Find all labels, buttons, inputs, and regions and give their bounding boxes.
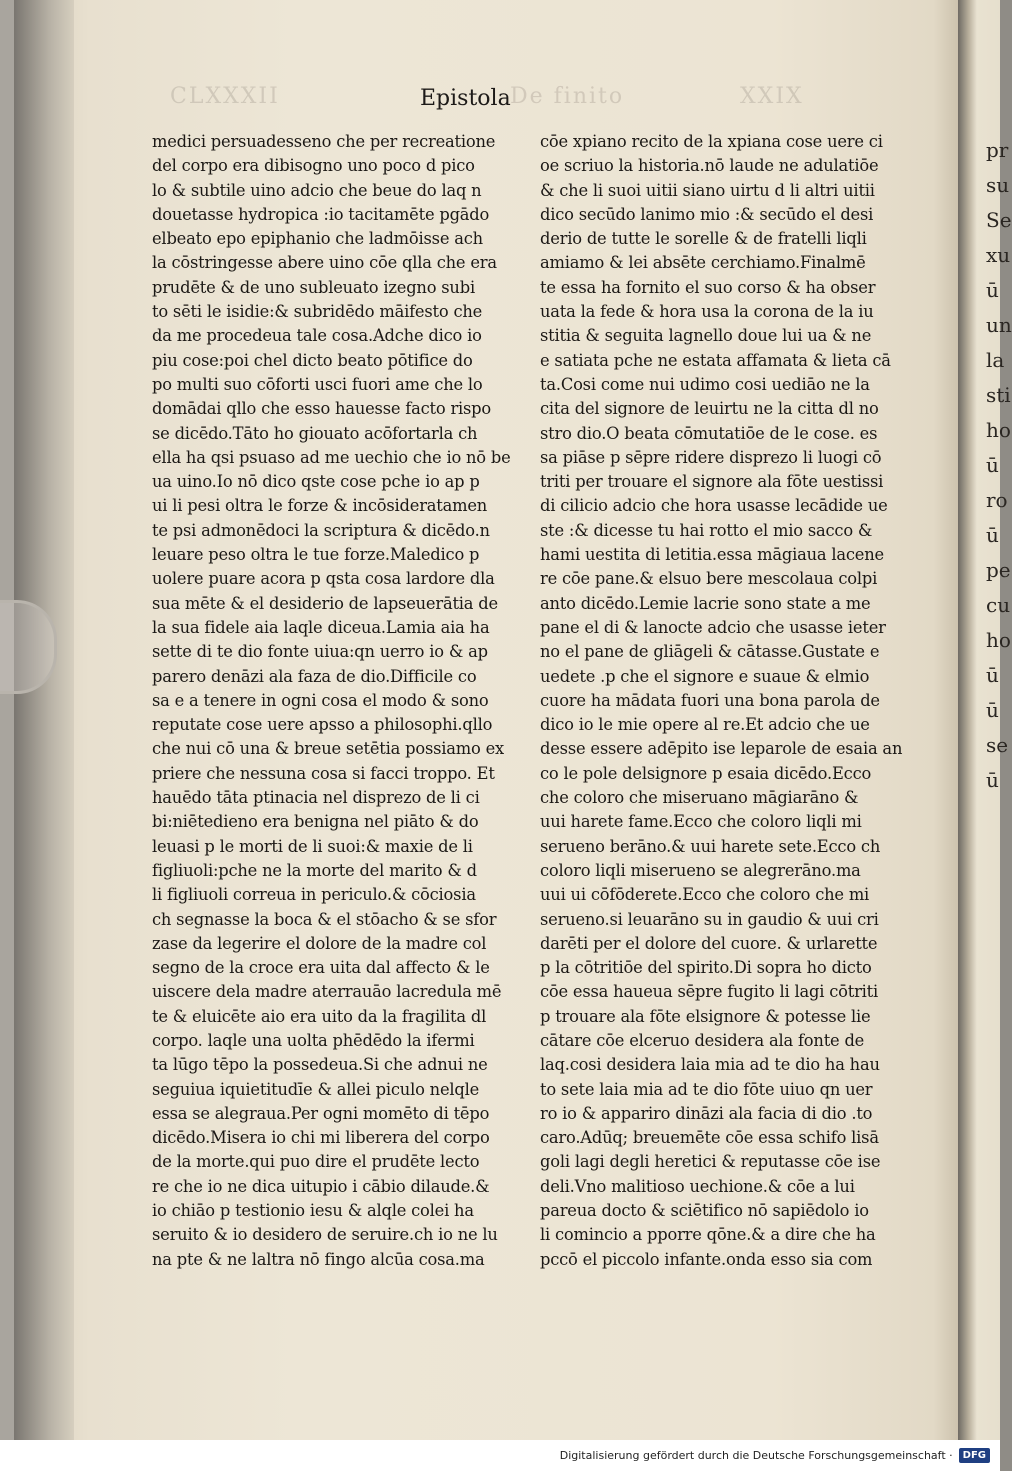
text-line: ro io & appariro dināzi ala facia di dio .to [540,1103,873,1123]
text-line: lo & subtile uino adcio che beue do laq n [152,180,482,200]
text-line: li figliuoli correua in periculo.& cōciosia [152,885,476,905]
right-text-column [540,130,903,1272]
text-line: corpo. laqle una uolta phēdēdo la ifermi [152,1030,475,1050]
facing-page-fragment: pe [986,558,1011,582]
text-line: ste :& dicesse tu hai rotto el mio sacco & [540,520,873,540]
text-line: elbeato epo epiphanio che ladmōisse ach [152,229,483,249]
text-line: domādai qllo che esso hauesse facto rispo [152,399,492,419]
binding-shadow [14,0,74,1440]
text-line: ta.Cosi come nui udimo cosi uediāo ne la [540,374,870,394]
text-line: essa se alegraua.Per ogni momēto di tēpo [152,1103,490,1123]
text-line: & che li suoi uitii siano uirtu d li altri uitii [540,180,875,200]
text-line: serueno berāno.& uui harete sete.Ecco ch [540,836,881,856]
text-line: serueno.si leuarāno su in gaudio & uui cri [540,909,879,929]
text-line: triti per trouare el signore ala fōte uestissi [540,472,884,492]
text-line: darēti per el dolore del cuore. & urlarette [540,933,878,953]
text-line: te essa ha fornito el suo corso & ha obser [540,277,876,297]
text-line: na pte & ne laltra nō fingo alcūa cosa.ma [152,1249,485,1269]
text-line: stro dio.O beata cōmutatiōe de le cose. es [540,423,878,443]
facing-page-fragment: xu [986,243,1011,267]
text-line: io chiāo p testionio iesu & alqle colei ha [152,1201,474,1221]
text-line: segno de la croce era uita dal affecto & le [152,958,490,978]
text-line: priere che nessuna cosa si facci troppo. Et [152,763,495,783]
text-line: sa e a tenere in ogni cosa el modo & sono [152,690,489,710]
text-line: ui li pesi oltra le forze & incōsideratamen [152,496,488,516]
facing-page-fragment: ū [986,698,999,722]
text-line: leuasi p le morti de li suoi:& maxie de li [152,836,473,856]
bleed-through-number: XXIX [740,84,804,109]
text-line: sa piāse p sēpre ridere disprezo li luogi cō [540,447,882,467]
text-line: re cōe pane.& elsuo bere mescolaua colpi [540,569,878,589]
facing-page-fragment: cu [986,593,1011,617]
text-line: dico io le mie opere al re.Et adcio che ue [540,715,870,735]
text-line: pareua docto & sciētifico nō sapiēdolo io [540,1201,869,1221]
text-line: cita del signore de leuirtu ne la citta dl no [540,399,879,419]
text-line: derio de tutte le sorelle & de fratelli liqli [540,229,867,249]
text-line: no el pane de gliāgeli & cātasse.Gustate e [540,642,880,662]
text-line: co le pole delsignore p esaia dicēdo.Ecco [540,763,872,783]
text-line: reputate cose uere apsso a philosophi.qllo [152,715,493,735]
bleed-through-folio: CLXXXII [170,84,280,109]
text-line: che nui cō una & breue setētia possiamo ex [152,739,505,759]
text-line: di cilicio adcio che hora usasse lecādide ue [540,496,888,516]
text-line: pane el di & lanocte adcio che usasse ieter [540,617,886,637]
text-line: sette di te dio fonte uiua:qn uerro io & ap [152,642,488,662]
text-line: te psi admonēdoci la scriptura & dicēdo.n [152,520,490,540]
text-line: uedete .p che el signore e suaue & elmio [540,666,870,686]
text-line: oe scriuo la historia.nō laude ne adulatiōe [540,156,879,176]
text-line: anto dicēdo.Lemie lacrie sono state a me [540,593,871,613]
text-line: uui ui cōfōderete.Ecco che coloro che mi [540,885,870,905]
text-line: po multi suo cōforti usci fuori ame che lo [152,374,483,394]
text-line: figliuoli:pche ne la morte del marito & d [152,860,477,880]
facing-page-fragment: se [986,733,1009,757]
text-line: hauēdo tāta ptinacia nel disprezo de li ci [152,788,480,808]
text-line: piu cose:poi chel dicto beato pōtifice do [152,350,473,370]
text-line: to sēti le isidie:& subridēdo māifesto che [152,302,483,322]
text-line: la cōstringesse abere uino cōe qlla che era [152,253,497,273]
text-line: desse essere adēpito ise leparole de esaia an [540,739,903,759]
text-line: re che io ne dica uitupio i cābio dilaude.& [152,1176,490,1196]
text-line: amiamo & lei absēte cerchiamo.Finalmē [540,253,866,273]
text-line: che coloro che miseruano māgiarāno & [540,788,859,808]
facing-page-edge [958,0,1012,1440]
running-head: Epistola [420,86,511,111]
text-line: prudēte & de uno subleuato izegno subi [152,277,475,297]
text-line: zase da legerire el dolore de la madre col [152,933,487,953]
facing-page-fragment: ho [986,418,1011,442]
facing-page-fragment: Se [986,208,1012,232]
text-line: medici persuadesseno che per recreatione [152,132,496,151]
text-line: p la cōtritiōe del spirito.Di sopra ho dicto [540,958,872,978]
text-line: laq.cosi desidera laia mia ad te dio ha hau [540,1055,880,1075]
text-line: te & eluicēte aio era uito da la fragilita dl [152,1006,487,1026]
text-line: seguiua iquietitudīe & allei piculo nelqle [152,1079,480,1099]
text-line: parero denāzi ala faza de dio.Difficile co [152,666,477,686]
footer-credit: Digitalisierung gefördert durch die Deutsche Forschungsgemeinschaft · [559,1449,953,1462]
text-line: pccō el piccolo infante.onda esso sia com [540,1249,873,1269]
facing-page-fragment: la [986,348,1005,372]
text-line: ch segnasse la boca & el stōacho & se sfor [152,909,497,929]
text-line: ta lūgo tēpo la possedeua.Si che adnui ne [152,1055,488,1075]
text-line: to sete laia mia ad te dio fōte uiuo qn uer [540,1079,873,1099]
text-line: cōe xpiano recito de la xpiana cose uere ci [540,132,883,151]
footer-bar [0,1440,1000,1471]
text-line: dicēdo.Misera io chi mi liberera del corpo [152,1128,490,1148]
text-line: uiscere dela madre aterrauāo lacredula mē [152,982,502,1002]
facing-page-fragment: ū [986,278,999,302]
text-line: seruito & io desidero de seruire.ch io ne lu [152,1225,498,1245]
text-line: se dicēdo.Tāto ho giouato acōfortarla ch [152,423,478,443]
dfg-logo: DFG [959,1448,990,1463]
facing-page-fragment: su [986,173,1010,197]
text-line: caro.Adūq; breuemēte cōe essa schifo lisā [540,1128,879,1148]
text-line: ua uino.Io nō dico qste cose pche io ap p [152,472,480,492]
text-line: deli.Vno malitioso uechione.& cōe a lui [540,1176,855,1196]
text-line: bi:niētedieno era benigna nel piāto & do [152,812,479,832]
text-line: sua mēte & el desiderio de lapseuerātia de [152,593,498,613]
text-line: la sua fidele aia laqle diceua.Lamia aia ha [152,617,490,637]
facing-page-fragment: sti [986,383,1011,407]
text-line: li comincio a pporre qōne.& a dire che ha [540,1225,876,1245]
left-text-column [152,130,511,1272]
text-line: e satiata pche ne estata affamata & lieta cā [540,350,891,370]
text-line: douetasse hydropica :io tacitamēte pgādo [152,204,490,224]
text-line: cuore ha mādata fuori una bona parola de [540,690,880,710]
text-line: uui harete fame.Ecco che coloro liqli mi [540,812,862,832]
facing-page-fragment: ū [986,523,999,547]
text-line: ella ha qsi psuaso ad me uechio che io nō be [152,447,511,467]
text-line: hami uestita di letitia.essa māgiaua lacene [540,545,884,565]
text-line: leuare peso oltra le tue forze.Maledico p [152,545,480,565]
text-line: del corpo era dibisogno uno poco d pico [152,156,475,176]
bleed-through-heading: De finito [510,84,625,109]
text-line: p trouare ala fōte elsignore & potesse lie [540,1006,871,1026]
text-line: dico secūdo lanimo mio :& secūdo el desi [540,204,874,224]
facing-page-fragment: pr [986,138,1009,162]
facing-page-fragment: un [986,313,1012,337]
text-line: coloro liqli miserueno se alegrerāno.ma [540,860,861,880]
facing-page-fragment: ū [986,663,999,687]
facing-page-fragment: ū [986,768,999,792]
text-line: stitia & seguita lagnello doue lui ua & ne [540,326,872,346]
text-line: cōe essa haueua sēpre fugito li lagi cōtriti [540,982,879,1002]
facing-page-fragment: ū [986,453,999,477]
text-line: da me procedeua tale cosa.Adche dico io [152,326,482,346]
text-line: uata la fede & hora usa la corona de la iu [540,302,874,322]
text-line: cātare cōe elceruo desidera ala fonte de [540,1030,865,1050]
facing-page-fragment: ro [986,488,1008,512]
facing-page-fragment: ho [986,628,1011,652]
text-line: de la morte.qui puo dire el prudēte lecto [152,1152,480,1172]
text-line: goli lagi degli heretici & reputasse cōe ise [540,1152,881,1172]
text-line: uolere puare acora p qsta cosa lardore dla [152,569,495,589]
